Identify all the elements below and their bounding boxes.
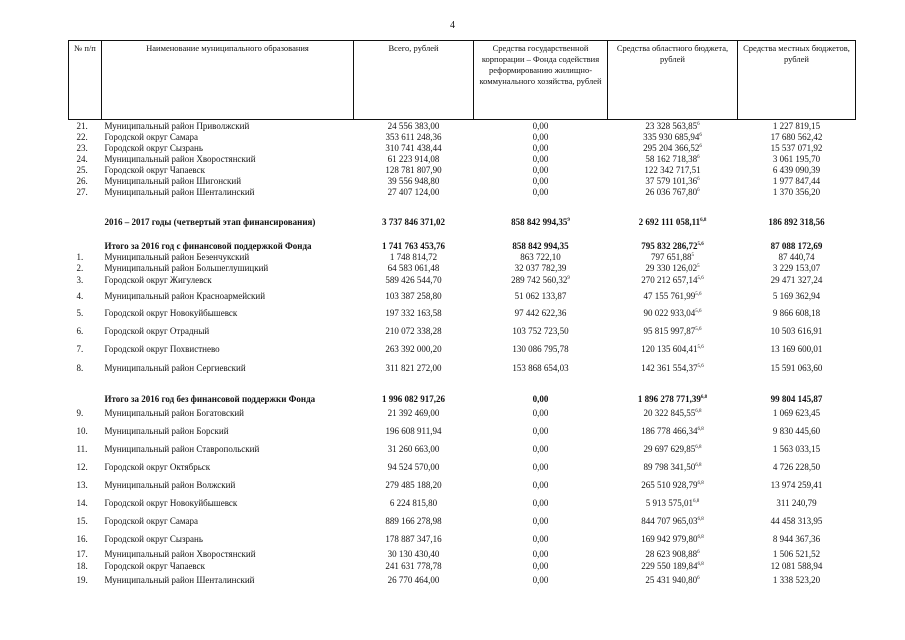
row-name: Муниципальный район Шенталинский [104, 575, 255, 585]
row-regional: 335 930 685,94$^6$ [643, 131, 702, 142]
row-state-corp: 0,00 [532, 187, 549, 197]
row-num: 1. [76, 251, 84, 262]
row-regional: 47 155 761,99$^{5,6}$ [643, 290, 702, 301]
table-row [69, 573, 856, 587]
footnote-mark: 5,6 [695, 309, 702, 314]
row-num: 23. [76, 142, 88, 153]
header-num: № п/п [69, 41, 102, 120]
footnote-mark: 6,8 [697, 517, 704, 522]
table-row [69, 131, 856, 142]
table-row [69, 198, 856, 227]
row-total: 64 583 061,48 [387, 262, 440, 273]
table-row [69, 476, 856, 494]
row-state-corp: 0,00 [532, 131, 549, 142]
table-row [69, 548, 856, 559]
footnote-mark: 6 [697, 176, 700, 182]
row-num: 14. [76, 498, 88, 508]
row-total: 30 130 430,40 [387, 548, 440, 559]
row-regional: 29 330 126,02$^5$ [645, 262, 700, 273]
row-num: 6. [76, 326, 84, 336]
row-local: 311 240,79 [776, 498, 817, 508]
row-num: 24. [76, 153, 88, 164]
footnote-mark: 6 [697, 188, 700, 193]
row-regional: 37 579 101,36$^6$ [645, 175, 700, 186]
table-row [69, 175, 856, 186]
footnote-mark: 9 [567, 218, 570, 223]
table-header [69, 41, 856, 120]
row-local: 1 563 033,15 [772, 444, 821, 454]
row-regional: 142 361 554,37$^{5,6}$ [641, 362, 704, 373]
header-state-corp: Средства государственной корпорации – Фонда содействия реформированию жилищно-коммунального хозяйства, рублей [474, 41, 608, 120]
row-regional: 20 322 845,55$^{6,8}$ [643, 408, 702, 418]
row-state-corp: 0,00 [532, 498, 549, 508]
row-total: 310 741 438,44 [385, 142, 442, 153]
row-state-corp: 130 086 795,78 [512, 344, 569, 354]
row-num: 8. [76, 362, 84, 373]
row-total: 279 485 188,20 [385, 480, 442, 490]
footnote-mark: 5 [697, 263, 700, 269]
row-regional: 90 022 933,04$^{5,6}$ [643, 308, 702, 318]
table-row [69, 377, 856, 404]
row-total: 94 524 570,00 [387, 462, 440, 472]
row-state-corp: 0,00 [532, 561, 549, 571]
row-total: 31 260 663,00 [387, 444, 440, 454]
row-name: Муниципальный район Ставропольский [104, 444, 260, 454]
header-total: Всего, рублей [354, 41, 474, 120]
row-local: 5 169 362,94 [772, 290, 821, 301]
row-num: 16. [76, 534, 88, 544]
row-num: 5. [76, 308, 84, 318]
row-state-corp: 0,00 [532, 175, 549, 186]
row-name: Городской округ Чапаевск [104, 561, 205, 571]
row-local: 9 866 608,18 [772, 308, 821, 318]
row-name: Итого за 2016 год с финансовой поддержкой Фонда [104, 241, 312, 251]
row-total: 1 996 082 917,26 [382, 394, 445, 404]
table-row [69, 458, 856, 476]
row-regional: 58 162 718,38$^6$ [645, 153, 700, 164]
header-local: Средства местных бюджетов, рублей [738, 41, 856, 120]
row-local: 17 680 562,42 [770, 131, 823, 142]
row-state-corp: 0,00 [532, 153, 549, 164]
row-regional: 229 550 189,84$^{6,8}$ [641, 561, 704, 571]
row-name: Городской округ Жигулевск [104, 275, 212, 285]
row-name: Муниципальный район Красноармейский [104, 290, 266, 301]
row-total: 24 556 383,00 [387, 120, 440, 131]
row-total: 26 770 464,00 [387, 575, 440, 585]
footnote-mark: 6 [697, 576, 700, 581]
row-name: Муниципальный район Шигонский [104, 175, 242, 186]
row-name: Городской округ Новокуйбышевск [104, 498, 238, 508]
row-local: 12 081 588,94 [770, 561, 823, 571]
row-total: 1 741 763 453,76 [382, 241, 445, 251]
row-num: 15. [76, 516, 88, 526]
footnote-mark: 9 [567, 276, 570, 281]
footnote-mark: 6 [699, 132, 702, 138]
table-row [69, 153, 856, 164]
row-state-corp: 153 868 654,03 [512, 362, 569, 373]
row-name: Городской округ Новокуйбышевск [104, 308, 238, 318]
row-name: Городской округ Октябрьск [104, 462, 211, 472]
row-name: Муниципальный район Большеглушицкий [104, 262, 269, 273]
row-local: 3 229 153,07 [772, 262, 821, 273]
table-row [69, 142, 856, 153]
header-regional: Средства областного бюджета, рублей [608, 41, 738, 120]
table-row [69, 304, 856, 322]
table-row [69, 120, 856, 132]
row-num [69, 198, 102, 227]
row-regional: 5 913 575,01$^{6,8}$ [645, 498, 700, 508]
row-state-corp: 103 752 723,50 [512, 326, 569, 336]
row-name: Муниципальный район Шенталинский [104, 187, 255, 197]
row-total: 27 407 124,00 [387, 187, 440, 197]
row-state-corp: 858 842 994,35 [512, 241, 569, 251]
row-num: 11. [76, 444, 88, 454]
table-row [69, 494, 856, 512]
row-name: Муниципальный район Сергиевский [104, 362, 246, 373]
row-total: 178 887 347,16 [385, 534, 442, 544]
row-name: Городской округ Отрадный [104, 326, 210, 336]
row-local: 1 370 356,20 [772, 187, 821, 197]
row-num: 12. [76, 462, 88, 472]
row-local: 87 088 172,69 [770, 241, 823, 251]
row-regional: 270 212 657,14$^{5,6}$ [641, 275, 704, 285]
row-num: 9. [76, 408, 84, 418]
row-name: Муниципальный район Безенчукский [104, 251, 250, 262]
page-number: 4 [450, 20, 455, 31]
row-name: Городской округ Самара [104, 131, 199, 142]
row-total: 263 392 000,20 [385, 344, 442, 354]
row-local: 13 974 259,41 [770, 480, 823, 490]
footnote-mark: 5,6 [695, 327, 702, 332]
row-num: 3. [76, 275, 84, 285]
row-name: Городской округ Чапаевск [104, 164, 205, 175]
footnote-mark: 6 [697, 549, 700, 555]
row-num: 26. [76, 175, 88, 186]
footnote-mark: 6,8 [697, 481, 704, 486]
row-regional: 169 942 979,80$^{6,8}$ [641, 534, 704, 544]
row-state-corp: 51 062 133,87 [514, 290, 567, 301]
financing-table [68, 40, 856, 587]
row-name: Городской округ Самара [104, 516, 199, 526]
footnote-mark: 5,6 [697, 363, 704, 369]
row-regional: 844 707 965,03$^{6,8}$ [641, 516, 704, 526]
table-row [69, 273, 856, 287]
row-state-corp: 0,00 [532, 534, 549, 544]
row-regional: 25 431 940,80$^6$ [645, 575, 700, 585]
table-row [69, 404, 856, 422]
row-name: Итого за 2016 год без финансовой поддержки Фонда [104, 394, 316, 404]
row-local: 9 830 445,60 [772, 426, 821, 436]
row-name: Муниципальный район Волжский [104, 480, 236, 490]
row-local: 44 458 313,95 [770, 516, 823, 526]
row-state-corp: 0,00 [532, 444, 549, 454]
row-total: 241 631 778,78 [385, 561, 442, 571]
row-regional: 29 697 629,85$^{6,8}$ [643, 444, 702, 454]
row-regional: 295 204 366,52$^6$ [643, 142, 702, 153]
row-local: 1 977 847,44 [772, 175, 821, 186]
footnote-mark: 5,6 [695, 291, 702, 297]
table-row [69, 358, 856, 377]
table-row [69, 440, 856, 458]
row-num: 4. [76, 290, 84, 301]
row-local: 4 726 228,50 [772, 462, 821, 472]
table-row [69, 227, 856, 251]
row-local: 15 591 063,60 [770, 362, 823, 373]
row-num: 18. [76, 561, 88, 571]
table-row [69, 322, 856, 340]
row-regional: 95 815 997,87$^{5,6}$ [643, 326, 702, 336]
row-local: 13 169 600,01 [770, 344, 823, 354]
row-total: 1 748 814,72 [389, 251, 438, 262]
footnote-mark: 5,6 [697, 345, 704, 350]
row-local: 3 061 195,70 [772, 153, 821, 164]
table-row [69, 262, 856, 273]
row-total: 311 821 272,00 [385, 362, 442, 373]
row-num: 13. [76, 480, 88, 490]
row-state-corp: 0,00 [532, 480, 549, 490]
table-row [69, 164, 856, 175]
row-total: 39 556 948,80 [387, 175, 440, 186]
table-body [69, 120, 856, 588]
row-num: 10. [76, 426, 88, 436]
row-local: 8 944 367,36 [772, 534, 821, 544]
header-name: Наименование муниципального образования [102, 41, 354, 120]
row-num: 17. [76, 548, 88, 559]
row-num [69, 227, 102, 251]
row-num: 25. [76, 164, 88, 175]
row-total: 6 224 815,80 [389, 498, 438, 508]
row-local: 1 338 523,20 [772, 575, 821, 585]
row-name: Муниципальный район Борский [104, 426, 229, 436]
row-num: 21. [76, 120, 88, 131]
row-total: 196 608 911,94 [385, 426, 442, 436]
row-total: 61 223 914,08 [387, 153, 440, 164]
table-row [69, 512, 856, 530]
table-row [69, 186, 856, 198]
row-num: 19. [76, 575, 88, 585]
footnote-mark: 6,8 [697, 535, 704, 540]
table-row [69, 251, 856, 262]
footnote-mark: 6,8 [695, 463, 702, 468]
row-state-corp: 0,00 [532, 408, 549, 418]
footnote-mark: 5,6 [697, 242, 704, 247]
footnote-mark: 6,8 [697, 562, 704, 567]
footnote-mark: 6 [699, 143, 702, 149]
row-state-corp: 97 442 622,36 [514, 308, 567, 318]
footnote-mark: 6,8 [697, 427, 704, 432]
row-regional: 2 692 111 058,11$^{6,8}$ [638, 217, 707, 227]
row-local: 29 471 327,24 [770, 275, 823, 285]
footnote-mark: 5 [691, 252, 694, 258]
table-row [69, 340, 856, 358]
footnote-mark: 5,6 [697, 276, 704, 281]
row-state-corp: 0,00 [532, 575, 549, 585]
footnote-mark: 6,8 [693, 499, 700, 504]
table-row [69, 422, 856, 440]
footnote-mark: 6,8 [695, 445, 702, 450]
footnote-mark: 6 [697, 121, 700, 127]
row-local: 10 503 616,91 [770, 326, 823, 336]
row-total: 589 426 544,70 [385, 275, 442, 285]
row-regional: 28 623 908,88$^6$ [645, 548, 700, 559]
row-name: Муниципальный район Хворостянский [104, 153, 256, 164]
row-regional: 797 651,88$^5$ [651, 251, 694, 262]
footnote-mark: 6 [697, 154, 700, 160]
row-local: 15 537 071,92 [770, 142, 823, 153]
row-local: 6 439 090,39 [772, 164, 821, 175]
row-local: 186 892 318,56 [768, 217, 825, 227]
row-local: 87 440,74 [778, 251, 815, 262]
row-state-corp: 0,00 [532, 164, 549, 175]
row-num [69, 377, 102, 404]
row-state-corp: 289 742 560,32$^9$ [511, 275, 570, 285]
row-regional: 89 798 341,50$^{6,8}$ [643, 462, 702, 472]
table-row [69, 559, 856, 573]
row-local: 1 069 623,45 [772, 408, 821, 418]
row-num: 2. [76, 262, 84, 273]
row-total: 889 166 278,98 [385, 516, 442, 526]
row-total: 210 072 338,28 [385, 326, 442, 336]
row-regional: 186 778 466,34$^{6,8}$ [641, 426, 704, 436]
footnote-mark: 6,8 [695, 409, 702, 414]
row-state-corp: 863 722,10 [520, 251, 561, 262]
row-name: Городской округ Сызрань [104, 534, 203, 544]
row-local: 1 506 521,52 [772, 548, 821, 559]
row-name: Муниципальный район Хворостянский [104, 548, 256, 559]
row-regional: 26 036 767,80$^6$ [645, 187, 700, 197]
row-total: 353 611 248,36 [385, 131, 442, 142]
row-state-corp: 858 842 994,35$^9$ [511, 217, 570, 227]
row-local: 99 804 145,87 [770, 394, 823, 404]
row-state-corp: 0,00 [532, 394, 549, 404]
row-num: 7. [76, 344, 84, 354]
row-total: 128 781 807,90 [385, 164, 442, 175]
row-state-corp: 0,00 [532, 548, 549, 559]
row-state-corp: 0,00 [532, 142, 549, 153]
footnote-mark: 6,8 [700, 395, 708, 400]
row-total: 21 392 469,00 [387, 408, 440, 418]
row-regional: 23 328 563,85$^6$ [645, 120, 700, 131]
row-regional: 122 342 717,51 [644, 164, 701, 175]
row-name: Городской округ Сызрань [104, 142, 203, 153]
row-total: 197 332 163,58 [385, 308, 442, 318]
row-name: 2016 – 2017 годы (четвертый этап финансирования) [104, 217, 316, 227]
row-name: Муниципальный район Богатовский [104, 408, 244, 418]
row-local: 1 227 819,15 [772, 120, 821, 131]
row-state-corp: 0,00 [532, 120, 549, 131]
row-state-corp: 32 037 782,39 [514, 262, 567, 273]
row-regional: 795 832 286,72$^{5,6}$ [641, 241, 704, 251]
table-row [69, 287, 856, 304]
table-row [69, 530, 856, 548]
row-num: 27. [76, 187, 88, 197]
row-name: Городской округ Похвистнево [104, 344, 220, 354]
row-name: Муниципальный район Приволжский [104, 120, 250, 131]
row-regional: 265 510 928,79$^{6,8}$ [641, 480, 704, 490]
row-state-corp: 0,00 [532, 426, 549, 436]
row-total: 3 737 846 371,02 [382, 217, 445, 227]
row-state-corp: 0,00 [532, 516, 549, 526]
row-state-corp: 0,00 [532, 462, 549, 472]
row-regional: 120 135 604,41$^{5,6}$ [641, 344, 704, 354]
row-num: 22. [76, 131, 88, 142]
footnote-mark: 6,8 [700, 218, 707, 223]
row-regional: 1 896 278 771,39$^{6,8}$ [637, 394, 708, 404]
row-total: 103 387 258,80 [385, 290, 442, 301]
